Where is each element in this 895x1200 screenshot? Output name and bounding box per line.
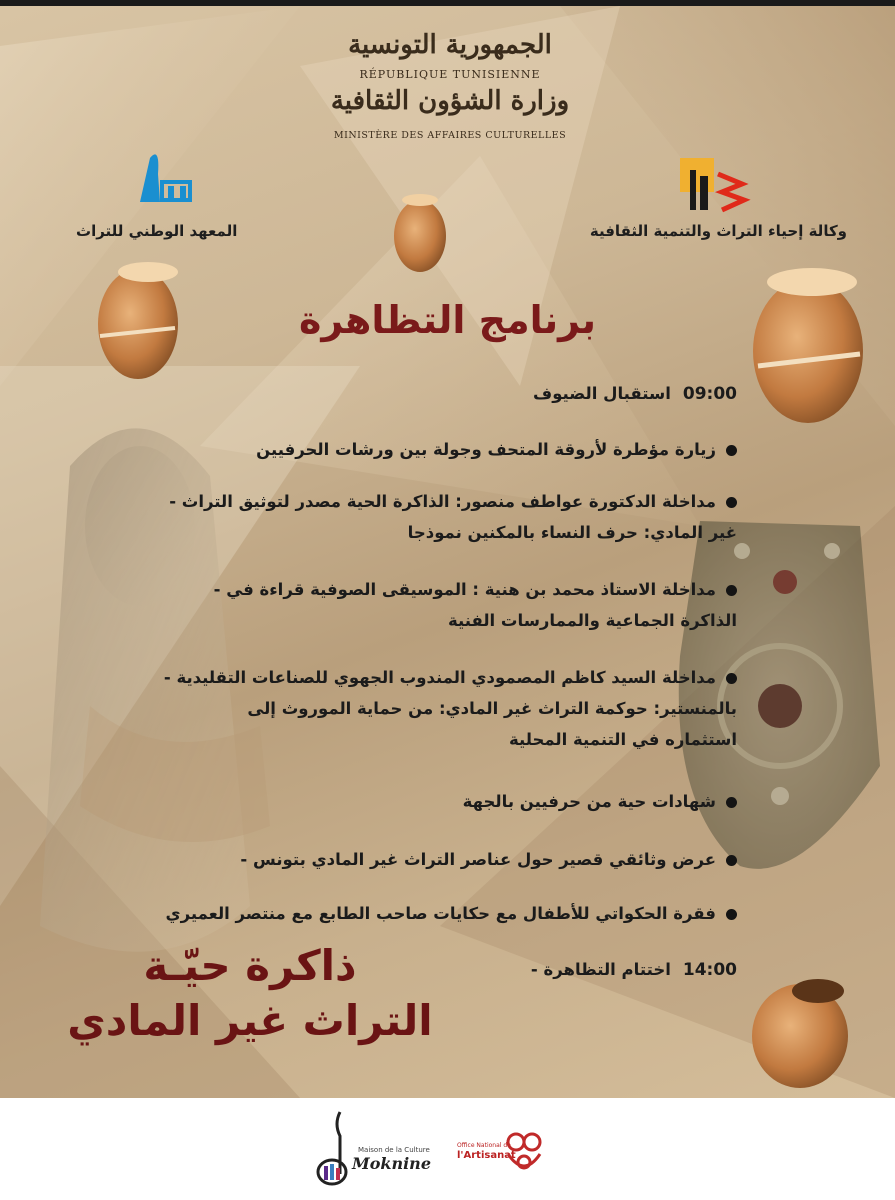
onat-logo-icon: [502, 1128, 546, 1178]
time-label: 14:00: [682, 960, 737, 980]
org-amvppc-name: وكالة إحياء التراث والتنمية الثقافية: [589, 222, 847, 240]
office-artisanat-name: l'Artisanat: [457, 1150, 516, 1161]
row-text: مداخلة السيد كاظم المصمودي المندوب الجهوي للصناعات التقليدية -: [163, 668, 716, 687]
row-text: استقبال الضيوف: [533, 384, 671, 403]
republic-french: RÉPUBLIQUE TUNISIENNE: [359, 68, 541, 81]
maison-culture-name: Moknine: [352, 1154, 431, 1173]
program-row-7: [57, 898, 737, 929]
row-text-cont: استثماره في التنمية المحلية: [509, 730, 737, 749]
row-text-cont: غير المادي: حرف النساء بالمكنين نموذجا: [407, 523, 737, 542]
background-art: [0, 6, 895, 1098]
program-row-5: [57, 786, 737, 817]
bullet-icon: [726, 673, 737, 684]
bullet-icon: [726, 585, 737, 596]
row-text: فقرة الحكواتي للأطفال مع حكايات صاحب الطابع مع منتصر العميري: [165, 904, 716, 923]
row-text: زيارة مؤطرة لأروقة المتحف وجولة بين ورشات الحرفيين: [256, 440, 716, 459]
maison-culture-small: Maison de la Culture: [358, 1146, 430, 1154]
bullet-icon: [726, 497, 737, 508]
republic-arabic: الجمهورية التونسية: [348, 30, 552, 60]
program-row-3: [57, 574, 737, 636]
org-inp-name: المعهد الوطني للتراث: [76, 222, 238, 240]
row-text: اختتام التظاهرة -: [530, 960, 671, 979]
ministry-french: MINISTÈRE DES AFFAIRES CULTURELLES: [333, 130, 567, 141]
row-text-cont: بالمنستير: حوكمة التراث غير المادي: من حماية الموروث إلى: [247, 699, 737, 718]
ministry-arabic: وزارة الشؤون الثقافية: [330, 86, 570, 116]
program-row-2: [57, 486, 737, 548]
row-text: شهادات حية من حرفيين بالجهة: [462, 792, 716, 811]
footer: [0, 1098, 895, 1200]
program-row-1: [57, 434, 737, 465]
event-title-line1: ذاكرة حيّـة: [143, 941, 357, 990]
poster: [0, 6, 895, 1098]
row-text-cont: الذاكرة الجماعية والممارسات الفنية: [447, 611, 737, 630]
bullet-icon: [726, 855, 737, 866]
office-artisanat-small: Office National de: [457, 1142, 511, 1149]
bullet-icon: [726, 445, 737, 456]
program-title: برنامج التظاهرة: [298, 298, 597, 342]
bullet-icon: [726, 909, 737, 920]
row-text: مداخلة الاستاذ محمد بن هنية : الموسيقى الصوفية قراءة في -: [213, 580, 716, 599]
program-row-4: [57, 662, 737, 755]
row-text: عرض وثائقي قصير حول عناصر التراث غير المادي بتونس -: [240, 850, 716, 869]
time-label: 09:00: [682, 384, 737, 404]
bullet-icon: [726, 797, 737, 808]
program-row-6: [57, 844, 737, 875]
program-row-0: [57, 378, 737, 410]
row-text: مداخلة الدكتورة عواطف منصور: الذاكرة الحية مصدر لتوثيق التراث -: [169, 492, 716, 511]
event-title-line2: التراث غير المادي: [67, 996, 433, 1045]
